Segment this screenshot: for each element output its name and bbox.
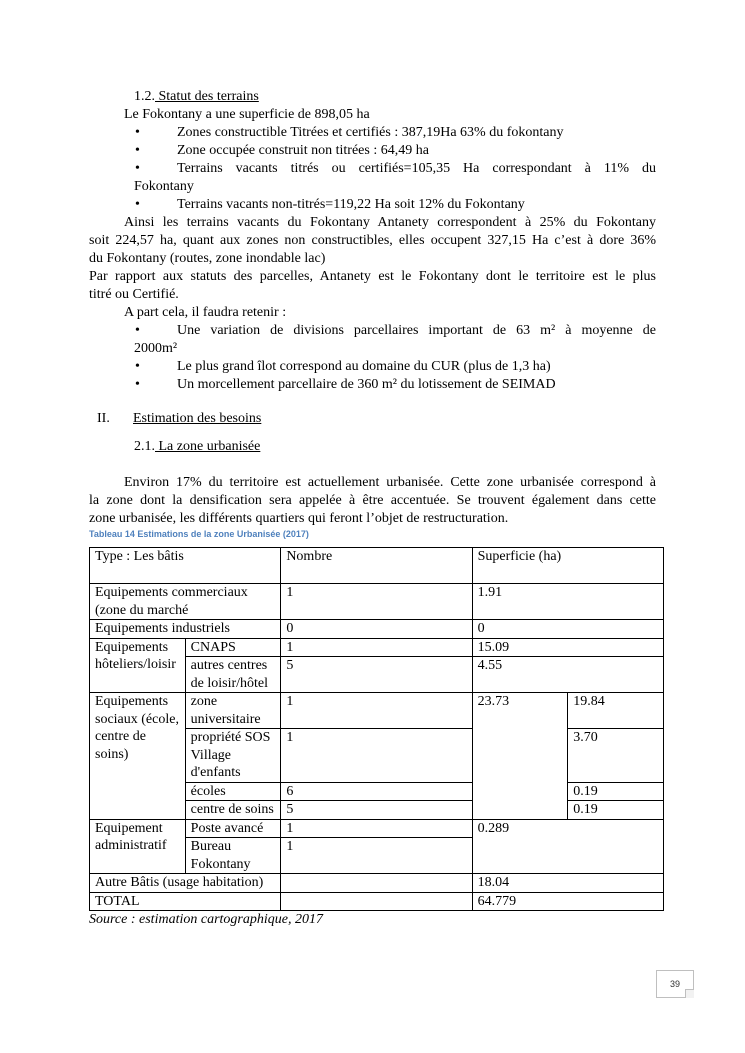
cell-superficie: 19.84 [568,693,664,729]
cell-nombre: 1 [281,638,472,657]
section-number: II. [97,411,110,426]
document-page [89,88,656,929]
paragraph-line: du Fokontany (routes, zone inondable lac) [89,251,326,266]
section-number: 1.2. [134,89,155,104]
cell-nombre: 1 [281,584,472,620]
paragraph-line: A part cela, il faudra retenir : [124,305,287,320]
paragraph-line: soit 224,57 ha, quant aux zones non constructibles, elles occupent 327,15 Ha c’est à dore 36% [89,233,656,248]
list-item [89,142,656,160]
list-item [89,322,656,340]
header-superficie: Superficie (ha) [472,548,663,584]
section-heading-2-1 [89,438,656,456]
table-row [90,874,664,893]
cell-type: Equipements hôteliers/loisir [90,638,186,693]
cell-superficie-total: 23.73 [472,693,568,820]
header-type: Type : Les bâtis [90,548,281,584]
cell-superficie: 0 [472,620,663,639]
table-row [90,620,664,639]
cell-type: Autre Bâtis (usage habitation) [90,874,281,893]
section-title: Estimation des besoins [133,411,262,426]
list-item-text: Terrains vacants titrés ou certifiés=105,35 Ha correspondant à 11% du [177,161,656,176]
cell-nombre: 0 [281,620,472,639]
cell-superficie: 1.91 [472,584,663,620]
cell-superficie: 0.19 [568,801,664,820]
bullet-icon: • [135,197,140,212]
cell-superficie: 64.779 [472,892,663,911]
cell-type: TOTAL [90,892,281,911]
list-item [89,376,656,394]
intro-text: Le Fokontany a une superficie de 898,05 ha [124,107,370,122]
paragraph-line: Par rapport aux statuts des parcelles, Antanety est le Fokontany dont le territoire est le plus [89,269,656,284]
list-item-text: Zone occupée construit non titrées : 64,49 ha [177,143,429,158]
page-number-text: 39 [669,979,680,989]
section-number: 2.1. [134,439,155,454]
cell-subtype: Poste avancé [185,819,281,838]
cell-nombre: 5 [281,657,472,693]
cell-subtype: écoles [185,782,281,801]
cell-subtype: Bureau Fokontany [185,838,281,874]
cell-subtype: CNAPS [185,638,281,657]
list-item-text: Zones constructible Titrées et certifiés : 387,19Ha 63% du fokontany [177,125,564,140]
cell-type: Equipement administratif [90,819,186,874]
cell-nombre: 1 [281,729,472,783]
paragraph-line: Ainsi les terrains vacants du Fokontany Antanety correspondent à 25% du Fokontany [124,215,656,230]
table-row [90,693,664,729]
list-item [89,160,656,178]
bullet-icon: • [135,125,140,140]
cell-nombre: 5 [281,801,472,820]
list-item-text: Terrains vacants non-titrés=119,22 Ha soit 12% du Fokontany [177,197,525,212]
list-item-continuation: Fokontany [134,179,194,194]
header-nombre: Nombre [281,548,472,584]
paragraph-line: la zone dont la densification sera appelée à être accentuée. Se trouvent également dans cette [89,493,656,508]
cell-superficie: 0.289 [472,819,663,874]
table-row [90,819,664,838]
cell-type: Equipements industriels [90,620,281,639]
table-row [90,638,664,657]
list-item [89,124,656,142]
table-caption: Tableau 14 Estimations de la zone Urbanisée (2017) [89,529,309,539]
table-source: Source : estimation cartographique, 2017 [89,912,323,927]
cell-type: Equipements commerciaux (zone du marché [90,584,281,620]
cell-superficie: 15.09 [472,638,663,657]
cell-nombre: 1 [281,693,472,729]
section-title: Statut des terrains [155,89,259,104]
list-item-continuation: 2000m² [134,341,178,356]
paragraph-line: zone urbanisée, les différents quartiers qui feront l’objet de restructuration. [89,511,509,526]
cell-nombre: 1 [281,819,472,838]
cell-superficie: 3.70 [568,729,664,783]
paragraph-line: Environ 17% du territoire est actuellement urbanisée. Cette zone urbanisée correspond à [124,475,656,490]
cell-superficie: 4.55 [472,657,663,693]
table-total-row [90,892,664,911]
section-title: La zone urbanisée [155,439,261,454]
cell-subtype: autres centres de loisir/hôtel [185,657,281,693]
cell-superficie: 0.19 [568,782,664,801]
page-fold-icon [685,989,694,998]
section-heading-1-2 [89,88,656,106]
cell-type: Equipements sociaux (école, centre de soins) [90,693,186,820]
bullet-icon: • [135,323,140,338]
page-number [656,970,694,998]
list-item-text: Le plus grand îlot correspond au domaine du CUR (plus de 1,3 ha) [177,359,551,374]
bullet-icon: • [135,359,140,374]
bullet-icon: • [135,143,140,158]
list-item-text: Un morcellement parcellaire de 360 m² du lotissement de SEIMAD [177,377,556,392]
bullet-icon: • [135,377,140,392]
table-row [90,584,664,620]
cell-subtype: zone universitaire [185,693,281,729]
list-item [89,196,656,214]
cell-subtype: propriété SOS Village d'enfants [185,729,281,783]
list-item-text: Une variation de divisions parcellaires important de 63 m² à moyenne de [177,323,656,338]
bullet-icon: • [135,161,140,176]
cell-nombre [281,874,472,893]
table-header-row [90,548,664,584]
estimation-table [89,547,664,911]
cell-superficie: 18.04 [472,874,663,893]
cell-nombre [281,892,472,911]
cell-nombre: 1 [281,838,472,874]
paragraph-line: titré ou Certifié. [89,287,179,302]
cell-nombre: 6 [281,782,472,801]
cell-subtype: centre de soins [185,801,281,820]
section-heading-2 [89,410,656,428]
list-item [89,358,656,376]
